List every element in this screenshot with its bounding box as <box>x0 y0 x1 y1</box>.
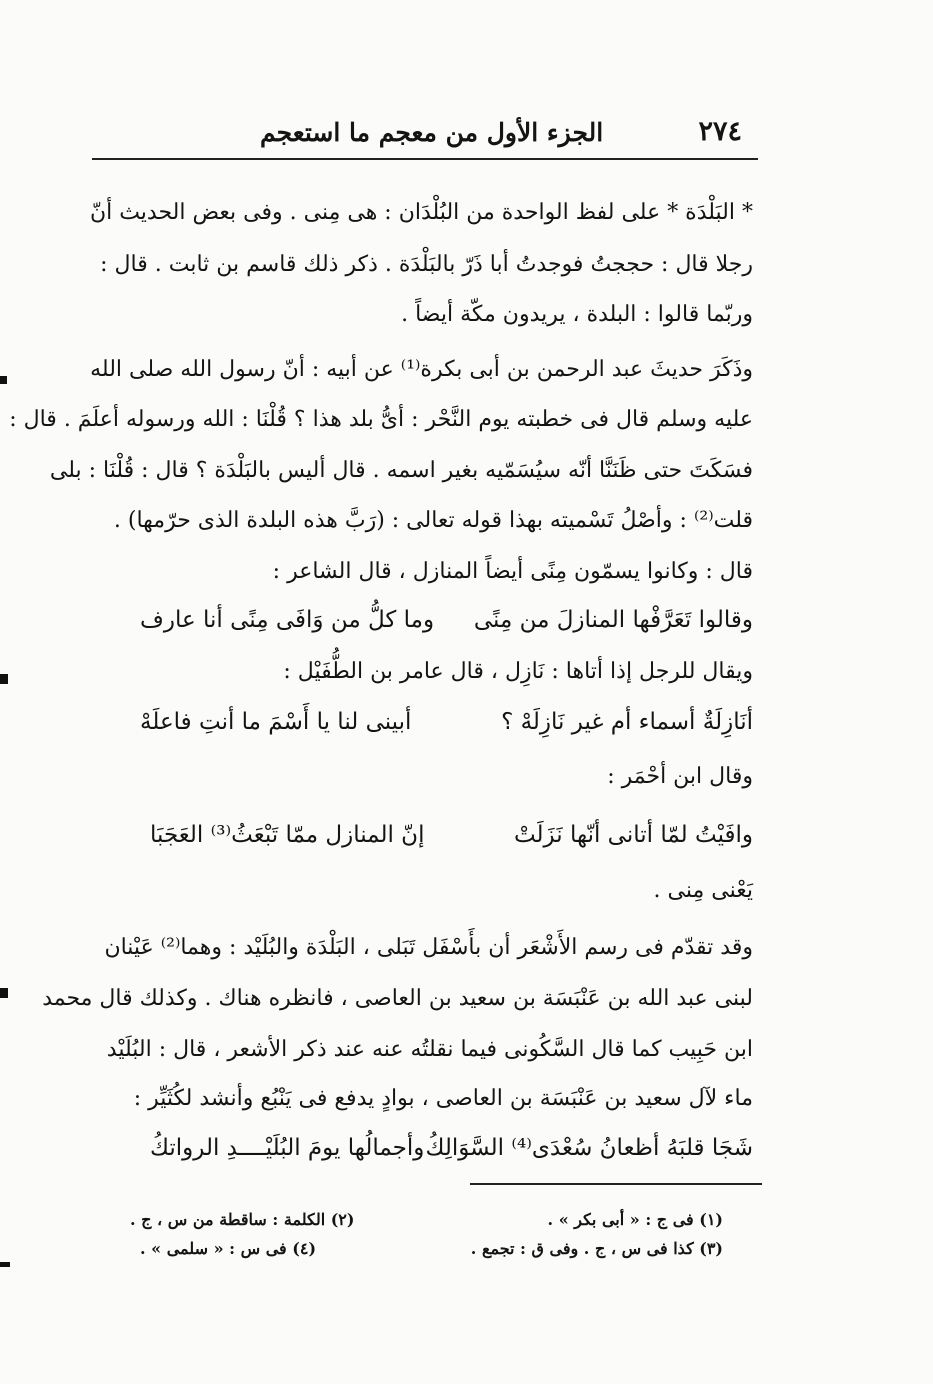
scan-mark <box>0 674 8 684</box>
page-number: ٢٧٤ <box>698 116 742 147</box>
body-line: لبنى عبد الله بن عَنْبَسَة بن سعيد بن العاصى ، فانظره هناك . وكذلك قال محمد <box>42 986 753 1011</box>
scan-mark <box>0 1262 10 1267</box>
body-line: قلت⁽²⁾ : وأصْلُ تَسْميته بهذا قوله تعالى : (رَبَّ هذه البلدة الذى حرّمها) . <box>113 508 753 533</box>
scan-mark <box>0 376 7 384</box>
body-line: عليه وسلم قال فى خطبته يوم النَّحْر : أىُّ بلد هذا ؟ قُلْنَا : الله ورسوله أعلَمَ . قال : <box>9 407 753 432</box>
verse-hemistich-left: وما كلُّ من وَافَى مِنًى أنا عارف <box>140 607 435 633</box>
footnote: (٤) فى س : « سلمى » . <box>140 1239 317 1258</box>
body-line: قال : وكانوا يسمّون مِنًى أيضاً المنازل ، قال الشاعر : <box>272 559 753 584</box>
running-title: الجزء الأول من معجم ما استعجم <box>260 118 604 147</box>
body-line: وربّما قالوا : البلدة ، يريدون مكّة أيضاً . <box>401 302 753 327</box>
footnote-rule <box>470 1183 762 1185</box>
verse-hemistich-left: إنّ المنازل ممّا تَبْعَثُ⁽³⁾ العَجَبَا <box>150 822 425 848</box>
body-line: * البَلْدَة * على لفظ الواحدة من البُلْدَان : هى مِنى . وفى بعض الحديث أنّ <box>89 200 753 225</box>
page-header <box>90 112 760 156</box>
verse-hemistich-right: وقالوا تَعَرَّفْها المنازلَ من مِنًى <box>473 607 753 633</box>
verse-hemistich-left: أبينى لنا يا أَسْمَ ما أنتِ فاعلَهْ <box>140 709 412 735</box>
body-line: فسَكَتَ حتى ظَنَنَّا أنّه سيُسَمّيه بغير اسمه . قال أليس بالبَلْدَة ؟ قال : قُلْنَا : بلى <box>49 458 753 483</box>
scan-mark <box>0 988 8 998</box>
body-line: ابن حَبِيب كما قال السَّكُونى فيما نقلتُه عنه عند ذكر الأشعر ، قال : البُلَيْد <box>106 1037 753 1062</box>
verse-hemistich-right: شَجَا قلبَهُ أظعانُ سُعْدَى⁽⁴⁾ السَّوَالِكُ <box>425 1135 753 1161</box>
verse-hemistich-left: وأجمالُها يومَ البُلَيْــــدِ الرواتكُ <box>150 1135 425 1161</box>
body-line: يَعْنى مِنى . <box>653 878 753 903</box>
footnote: (١) فى ج : « أبى بكر » . <box>547 1210 723 1229</box>
body-line: ويقال للرجل إذا أتاها : نَازِل ، قال عامر بن الطُّفَيْل : <box>283 659 753 684</box>
body-line: وقد تقدّم فى رسم الأَشْعَر أن بأَسْفَل تَبَلى ، البَلْدَة والبُلَيْد : وهما⁽²⁾ عَيْنان <box>104 935 753 960</box>
body-line: وقال ابن أحْمَر : <box>607 764 753 789</box>
header-rule <box>92 158 758 160</box>
footnote: (٣) كذا فى س ، ج . وفى ق : تجمع . <box>470 1239 723 1258</box>
body-line: وذَكَرَ حديثَ عبد الرحمن بن أبى بكرة⁽¹⁾ عن أبيه : أنّ رسول الله صلى الله <box>90 357 753 382</box>
footnote: (٢) الكلمة : ساقطة من س ، ج . <box>130 1210 355 1229</box>
verse-hemistich-right: أنَازِلَةٌ أسماء أم غير نَازِلَهْ ؟ <box>501 709 753 735</box>
verse-hemistich-right: وافَيْتُ لمّا أتانى أنّها نَزَلَتْ <box>513 822 753 848</box>
body-line: ماء لآل سعيد بن عَنْبَسَة بن العاصى ، بوادٍ يدفع فى يَنْبُع وأنشد لكُثَيِّر : <box>133 1086 753 1111</box>
body-line: رجلا قال : حججتُ فوجدتُ أبا ذَرّ بالبَلْدَة . ذكر ذلك قاسم بن ثابت . قال : <box>100 252 753 277</box>
